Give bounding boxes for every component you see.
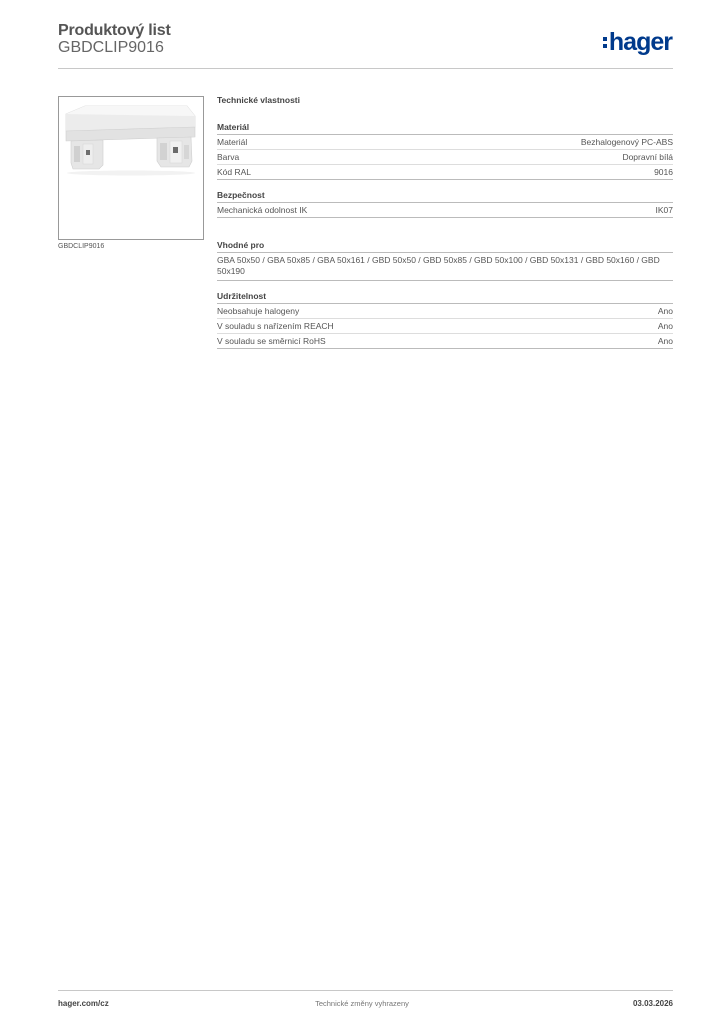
- footer-date: 03.03.2026: [632, 999, 673, 1008]
- spec-label: Materiál: [217, 137, 248, 147]
- spec-row: [217, 165, 673, 180]
- spec-value: Ano: [657, 306, 673, 316]
- photo-caption: GBDCLIP9016: [58, 243, 105, 250]
- spec-label: Mechanická odolnost IK: [217, 205, 308, 215]
- spec-label: Barva: [217, 152, 240, 162]
- product-code: GBDCLIP9016: [58, 39, 164, 56]
- spec-value: Ano: [657, 321, 673, 331]
- spec-value: Bezhalogenový PC-ABS: [580, 137, 673, 147]
- spec-value: IK07: [655, 205, 673, 215]
- compatible-products: GBA 50x50 / GBA 50x85 / GBA 50x161 / GBD 50x50 / GBD 50x85 / GBD 50x100 / GBD 50x131 / GBD 50x160 / GBD 50x190: [217, 253, 673, 281]
- footer-divider: [58, 990, 673, 991]
- hager-logo: [603, 27, 672, 57]
- spec-label: V souladu se směrnicí RoHS: [217, 336, 326, 346]
- product-photo: [58, 96, 204, 240]
- spec-row: [217, 150, 673, 165]
- spec-value: Dopravní bílá: [622, 152, 673, 162]
- logo-colon-icon: [603, 37, 607, 48]
- cable-trunking-clip-photo: [59, 97, 203, 239]
- header-divider: [58, 68, 673, 69]
- section-title: Vhodné pro: [217, 240, 673, 253]
- section-title: Udržitelnost: [217, 291, 673, 304]
- footer-notice: Technické změny vyhrazeny: [315, 999, 409, 1008]
- spec-row: [217, 334, 673, 349]
- spec-row: [217, 203, 673, 218]
- section-title: Materiál: [217, 122, 673, 135]
- spec-row: [217, 304, 673, 319]
- spec-label: V souladu s nařízením REACH: [217, 321, 334, 331]
- spec-value: Ano: [657, 336, 673, 346]
- spec-section-material: [217, 122, 673, 180]
- spec-heading: Technické vlastnosti: [217, 95, 300, 105]
- page-title: Produktový list: [58, 22, 171, 39]
- spec-label: Kód RAL: [217, 167, 252, 177]
- spec-section-sustainability: [217, 291, 673, 349]
- logo-text: hager: [608, 28, 672, 56]
- spec-section-safety: [217, 190, 673, 218]
- spec-label: Neobsahuje halogeny: [217, 306, 300, 316]
- spec-value: 9016: [654, 167, 673, 177]
- spec-row: [217, 319, 673, 334]
- spec-section-suitable-for: [217, 240, 673, 281]
- spec-table: [217, 95, 673, 359]
- section-title: Bezpečnost: [217, 190, 673, 203]
- footer-website-link[interactable]: hager.com/cz: [58, 999, 109, 1008]
- spec-row: [217, 135, 673, 150]
